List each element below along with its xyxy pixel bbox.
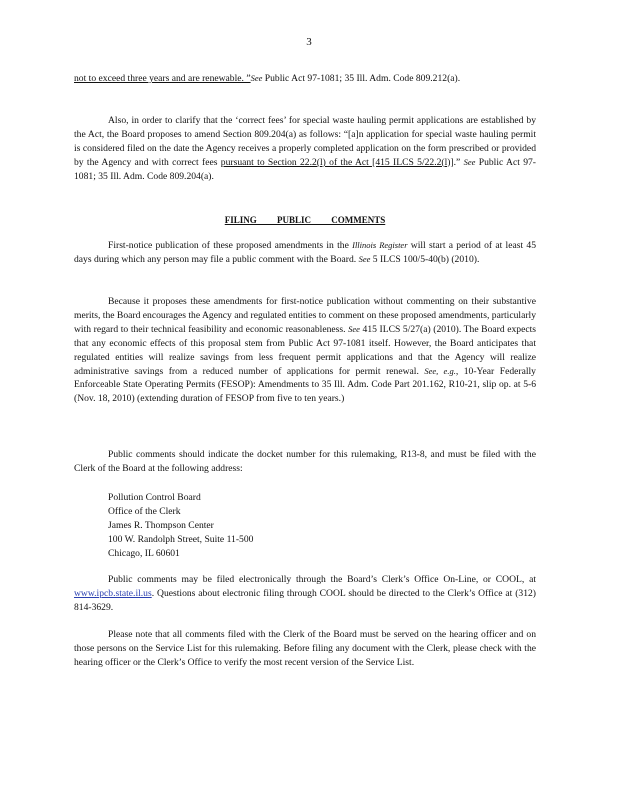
paragraph-text: 415 ILCS 5/27(a) (2010). The Board expects that any economic effects of this proposal stem from Public Act 97-1081 itself. However, the Board anticipates that regulated entities will realize savings from less frequent permit applications and that the Agency will realize administrative savings from a reduced number of applications for permit renewal.: [74, 323, 536, 377]
see-signal: See: [358, 253, 371, 264]
address-line: James R. Thompson Center: [108, 519, 214, 531]
heading-text: FILING PUBLIC COMMENTS: [224, 215, 386, 225]
paragraph-text: Public comments should indicate the docket number for this rulemaking, R13-8, and must be filed with the Clerk of the Board at the following address:: [74, 449, 536, 474]
address-line: Chicago, IL 60601: [108, 547, 180, 559]
underlined-amendment-text: pursuant to Section 22.2(l) of the Act [415 ILCS 5/22.2(l)]: [220, 156, 454, 168]
citation-text: , 10-Year Federally Enforceable State Operating Permits (FESOP): Amendments to 35 Ill. Adm. Code Part 201.162, R10-21, slip op. at 5-6 (Nov. 18, 2010) (extending duration of FESOP from five to ten years.): [74, 365, 536, 405]
see-eg-signal: See, e.g.: [424, 365, 456, 376]
paragraph-permit-term: [74, 72, 536, 86]
publication-name: Illinois Register: [352, 240, 408, 250]
section-heading: [74, 215, 536, 225]
paragraph-text: Please note that all comments filed with the Clerk of the Board must be served on the hearing officer and on those persons on the Service List for this rulemaking. Before filing any document with the Clerk, please check with the hearing officer or the Clerk’s Office to verify the most recent version of the Service List.: [74, 629, 536, 668]
underlined-amendment-text: not to exceed three years and are renewable. ”: [74, 73, 251, 84]
paragraph-text: will start a period of at least 45 days during which any person may file a public comment with the Board.: [74, 240, 536, 265]
paragraph-economic-effects: [74, 295, 536, 406]
paragraph-text: Because it proposes these amendments for first-notice publication without commenting on their substantive merits, the Board encourages the Agency and regulated entities to comment on these proposed amendments, particularly with regard to their technical feasibility and economic reasonableness.: [74, 296, 536, 335]
paragraph-docket-number: [74, 448, 536, 476]
paragraph-text: First-notice publication of these proposed amendments in the: [108, 240, 353, 251]
citation-text: Public Act 97-1081; 35 Ill. Adm. Code 809.212(a).: [262, 73, 461, 84]
see-signal: See: [348, 323, 360, 334]
paragraph-correct-fees: [74, 114, 536, 184]
paragraph-first-notice: [74, 239, 536, 267]
page-number: 3: [306, 36, 312, 48]
paragraph-text: Also, in order to clarify that the ‘correct fees’ for special waste hauling permit applications are established by the Act, the Board proposes to amend Section 809.204(a) as follows: “[a]n application for special waste hauling permit is considered filed on the date the Agency receives a properly completed application on the form prescribed or provided by the Agency and with correct fees: [74, 115, 536, 168]
see-signal: See: [463, 156, 476, 167]
citation-text: Public Act 97-1081; 35 Ill. Adm. Code 809.204(a).: [74, 156, 537, 182]
citation-text: 5 ILCS 100/5-40(b) (2010).: [370, 253, 480, 265]
see-signal: See: [250, 73, 263, 83]
paragraph-text: . Questions about electronic filing through COOL should be directed to the Clerk’s Office at (312) 814-3629.: [74, 587, 536, 613]
address-line: Pollution Control Board: [108, 492, 201, 503]
paragraph-text: Public comments may be filed electronically through the Board’s Clerk’s Office On-Line, or COOL, at: [108, 574, 536, 585]
paragraph-electronic-filing: [74, 573, 536, 615]
paragraph-service-list: [74, 628, 536, 670]
cool-website-link[interactable]: www.ipcb.state.il.us: [74, 587, 152, 599]
address-line: 100 W. Randolph Street, Suite 11-500: [108, 533, 254, 545]
address-line: Office of the Clerk: [108, 505, 181, 517]
paragraph-text: .”: [453, 156, 464, 168]
clerk-address: [108, 491, 253, 561]
